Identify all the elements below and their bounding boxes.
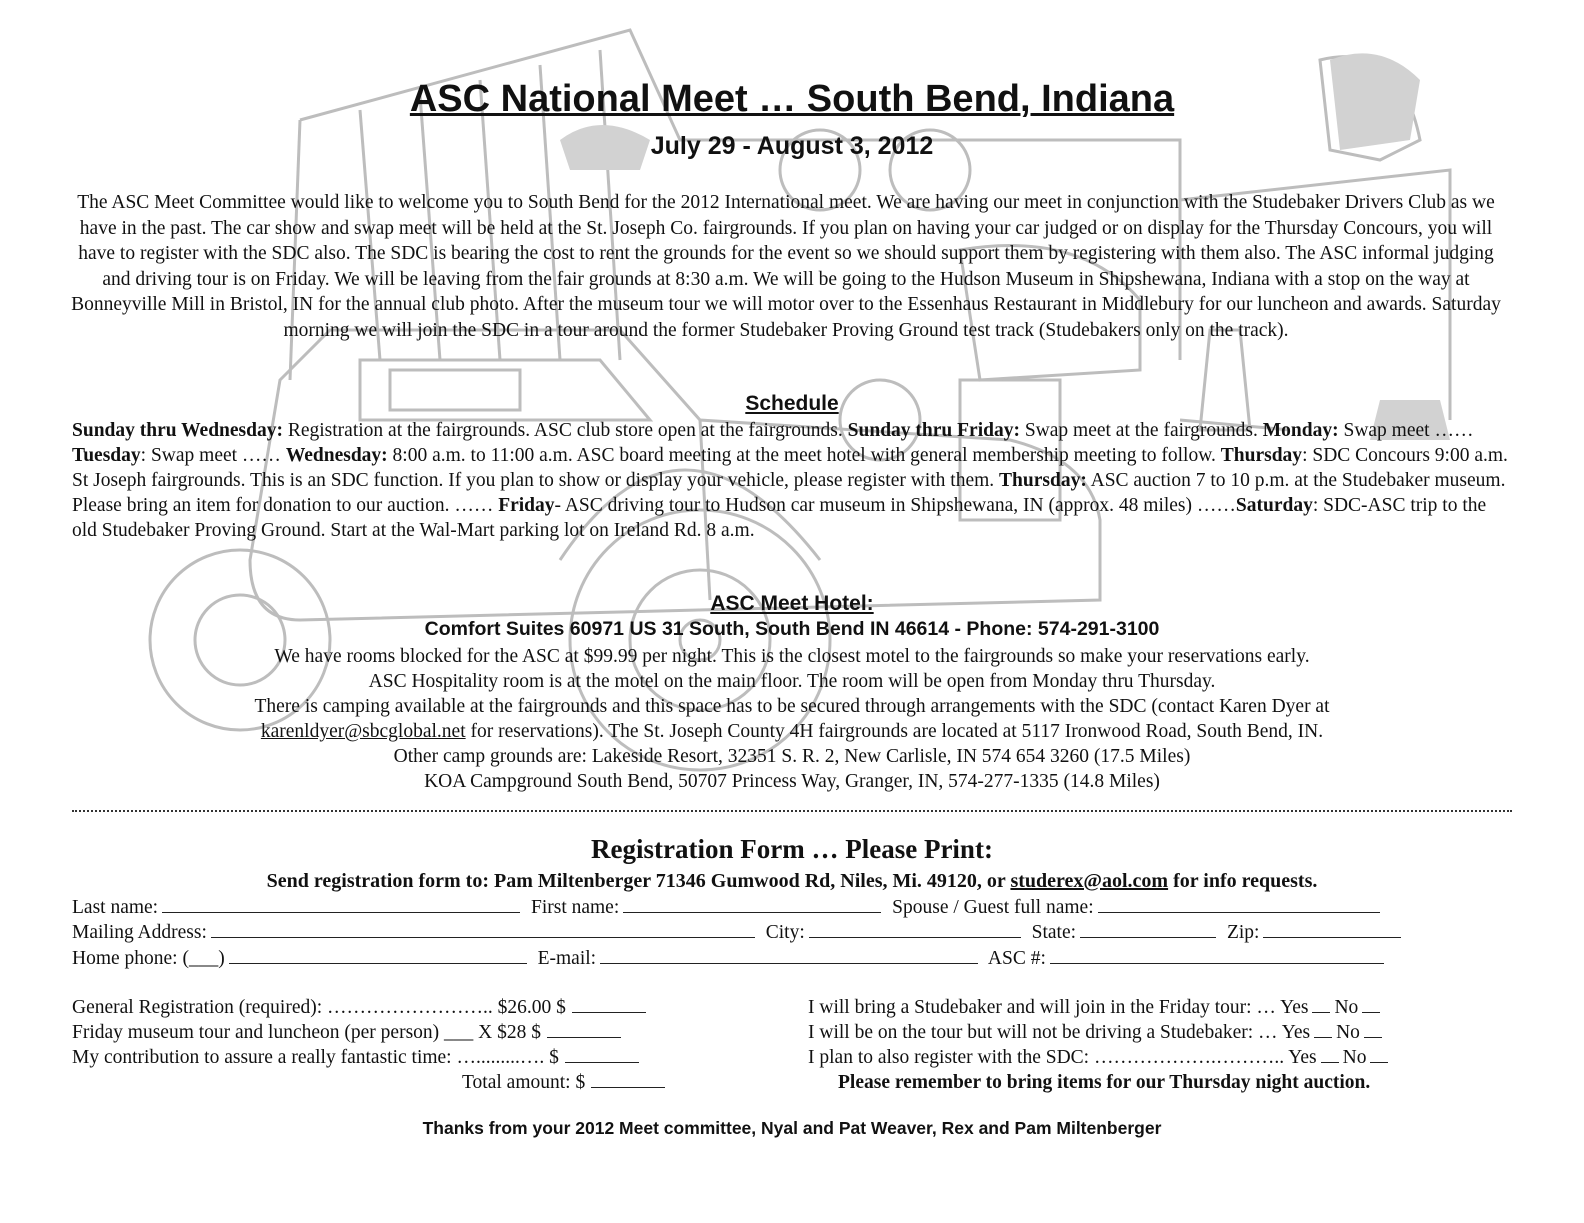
- thanks-footer: Thanks from your 2012 Meet committee, Nyal and Pat Weaver, Rex and Pam Miltenberger: [422, 1118, 1162, 1138]
- schedule-text: [72, 418, 1512, 543]
- hotel-heading: ASC Meet Hotel:: [710, 592, 874, 615]
- question-row: I will be on the tour but will not be driving a Studebaker: … Yes No: [808, 1020, 1392, 1045]
- yes-checkbox[interactable]: [1321, 1045, 1339, 1063]
- spouse-name-field[interactable]: [1098, 895, 1380, 913]
- question-row: I will bring a Studebaker and will join in the Friday tour: … Yes No: [808, 995, 1392, 1020]
- friday-fee-field[interactable]: [547, 1020, 621, 1038]
- schedule-heading: Schedule: [745, 392, 839, 415]
- auction-reminder: Please remember to bring items for our Thursday night auction.: [838, 1072, 1371, 1093]
- yes-checkbox[interactable]: [1314, 1020, 1332, 1038]
- event-dates: July 29 - August 3, 2012: [650, 132, 934, 160]
- total-amount: Total amount: $: [462, 1070, 665, 1095]
- schedule-label: Monday:: [1262, 420, 1339, 441]
- schedule-label: Saturday: [1235, 495, 1313, 516]
- schedule-label: Thursday: [1220, 445, 1303, 466]
- hotel-line: KOA Campground South Bend, 50707 Princess Way, Granger, IN, 574-277-1335 (14.8 Miles): [424, 771, 1160, 792]
- schedule-label: Tuesday: [72, 445, 141, 466]
- hotel-address: Comfort Suites 60971 US 31 South, South Bend IN 46614 - Phone: 574-291-3100: [424, 618, 1160, 640]
- no-checkbox[interactable]: [1362, 995, 1380, 1013]
- fee-list: [72, 995, 665, 1095]
- schedule-entry: Registration at the fairgrounds. ASC club store open at the fairgrounds.: [282, 420, 848, 441]
- schedule-label: Wednesday:: [285, 445, 388, 466]
- contribution-fee: My contribution to assure a really fantastic time: ….........…. $: [72, 1045, 665, 1070]
- hotel-line: Other camp grounds are: Lakeside Resort, 32351 S. R. 2, New Carlisle, IN 574 654 3260 (17.5 Miles): [393, 746, 1191, 767]
- hotel-line: We have rooms blocked for the ASC at $99.99 per night. This is the closest motel to the fairgrounds so make your reservations early.: [274, 646, 1310, 667]
- schedule-entry: : SDC-ASC trip to the old Studebaker Proving Ground. Start at the Wal-Mart parking lot on Ireland Rd. 8 a.m.: [72, 495, 1487, 541]
- hotel-line: There is camping available at the fairgrounds and this space has to be secured through arrangements with the SDC (contact Karen Dyer at: [254, 696, 1330, 717]
- schedule-entry: Swap meet at the fairgrounds.: [1019, 420, 1263, 441]
- no-checkbox[interactable]: [1364, 1020, 1382, 1038]
- hotel-line: ASC Hospitality room is at the motel on the main floor. The room will be open from Monday thru Thursday.: [368, 671, 1216, 692]
- page-title: ASC National Meet … South Bend, Indiana: [409, 78, 1175, 120]
- send-instructions: Send registration form to: Pam Miltenberger 71346 Gumwood Rd, Niles, Mi. 49120, or studerex@aol.com for info requests.: [266, 870, 1318, 892]
- registration-heading: Registration Form … Please Print:: [591, 834, 993, 864]
- studerex-email-link[interactable]: studerex@aol.com: [1010, 870, 1169, 892]
- contribution-field[interactable]: [565, 1045, 639, 1063]
- form-row-contact: Home phone: (___) E-mail: ASC #:: [72, 946, 1390, 970]
- hotel-line: karenldyer@sbcglobal.net for reservations). The St. Joseph County 4H fairgrounds are located at 5117 Ironwood Road, South Bend, IN.: [260, 721, 1324, 742]
- schedule-entry: ASC auction 7 to 10 p.m. at the Studebaker museum. Please bring an item for donation to our auction. ……: [72, 470, 1506, 516]
- email-field[interactable]: [600, 946, 978, 964]
- general-registration-fee: General Registration (required): …………………….. $26.00 $: [72, 995, 665, 1020]
- schedule-label: Thursday:: [999, 470, 1087, 491]
- mailing-address-field[interactable]: [211, 920, 755, 938]
- tour-questions: [808, 995, 1392, 1095]
- schedule-entry: : Swap meet ……: [140, 445, 286, 466]
- first-name-field[interactable]: [623, 895, 881, 913]
- asc-number-field[interactable]: [1050, 946, 1384, 964]
- karen-dyer-email-link[interactable]: karenldyer@sbcglobal.net: [260, 721, 466, 742]
- city-field[interactable]: [809, 920, 1021, 938]
- schedule-label: Friday: [498, 495, 555, 516]
- intro-paragraph: The ASC Meet Committee would like to welcome you to South Bend for the 2012 International meet. We are having our meet in conjunction with the Studebaker Drivers Club as we have in the past. The car show and swap meet will be held at the St. Joseph Co. fairgrounds. If you plan on having your car judged or on display for the Thursday Concours, you will have to register with the SDC also. The SDC is bearing the cost to rent the grounds for the event so we should support them by registering with them also. The ASC informal judging and driving tour is on Friday. We will be leaving from the fair grounds at 8:30 a.m. We will be going to the Hudson Museum in Shipshewana, Indiana with a stop on the way at Bonneyville Mill in Bristol, IN for the annual club photo. After the museum tour we will motor over to the Essenhaus Restaurant in Middlebury for our luncheon and awards. Saturday morning we will join the SDC in a tour around the former Studebaker Proving Ground test track (Studebakers only on the track).: [71, 192, 1501, 341]
- schedule-label: Sunday thru Friday:: [847, 420, 1020, 441]
- hotel-details: [0, 644, 1584, 794]
- form-row-names: Last name: First name: Spouse / Guest full name:: [72, 895, 1386, 919]
- schedule-entry: : SDC Concours 9:00 a.m. St Joseph fairgrounds. This is an SDC function. If you plan to show or display your vehicle, please register with them.: [72, 445, 1508, 491]
- no-checkbox[interactable]: [1370, 1045, 1388, 1063]
- schedule-entry: - ASC driving tour to Hudson car museum in Shipshewana, IN (approx. 48 miles) ……: [554, 495, 1236, 516]
- home-phone-field[interactable]: [229, 946, 527, 964]
- friday-tour-fee: Friday museum tour and luncheon (per person) ___ X $28 $: [72, 1020, 665, 1045]
- zip-field[interactable]: [1263, 920, 1401, 938]
- state-field[interactable]: [1080, 920, 1216, 938]
- schedule-label: Sunday thru Wednesday:: [72, 420, 283, 441]
- yes-checkbox[interactable]: [1312, 995, 1330, 1013]
- total-amount-field[interactable]: [591, 1070, 665, 1088]
- dotted-divider: [72, 810, 1512, 818]
- schedule-entry: Swap meet ……: [1338, 420, 1474, 441]
- general-fee-field[interactable]: [572, 995, 646, 1013]
- schedule-entry: 8:00 a.m. to 11:00 a.m. ASC board meeting at the meet hotel with general membership meeting to follow.: [387, 445, 1221, 466]
- last-name-field[interactable]: [162, 895, 520, 913]
- question-row: I plan to also register with the SDC: ……………….……….. Yes No: [808, 1045, 1392, 1070]
- form-row-address: Mailing Address: City: State: Zip:: [72, 920, 1407, 944]
